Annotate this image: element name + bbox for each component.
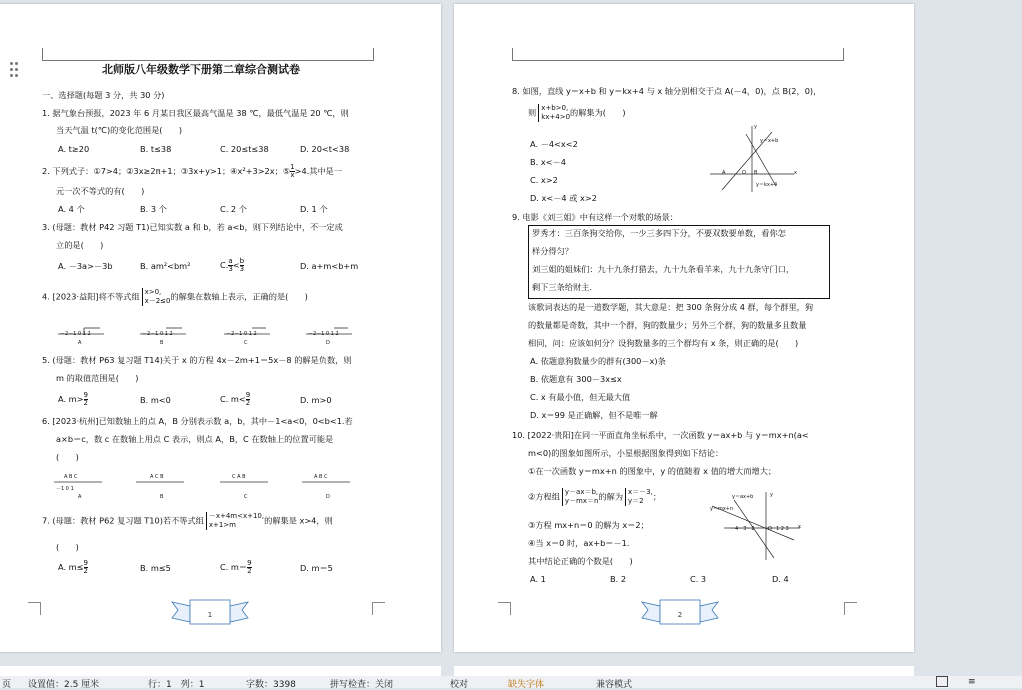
corner-mark (28, 602, 41, 615)
q3-option-d: D. a+m<b+m (300, 261, 359, 271)
page-header-line (512, 48, 844, 61)
q5-option-c: C. m< $\frac{9}{2}$ (220, 391, 251, 407)
q10-option-d: D. 4 (772, 574, 789, 584)
q6-points-a: A B C (64, 474, 78, 480)
status-bar (0, 676, 1022, 688)
q4-label-a: A (78, 340, 82, 346)
question-2-line2: 元一次不等式的有( ) (56, 186, 145, 196)
document-page-2 (454, 4, 914, 652)
q8-option-c: C. x>2 (530, 175, 558, 185)
next-page-preview (454, 666, 914, 676)
question-10-line2: m<0)的图象如图所示，小星根据图象得到如下结论： (528, 448, 724, 458)
question-5-line2: m 的取值范围是( ) (56, 373, 139, 383)
q4-label-b: B (160, 340, 164, 346)
question-9-body3: 相同，问：应该如何分？设狗数量多的三个群均有 x 条，则正确的是( ) (528, 338, 799, 348)
q10-graph-x: x (798, 524, 801, 530)
q1-option-c: C. 20≤t≤38 (220, 144, 269, 154)
q4-label-d: D (326, 340, 330, 346)
numline-ticks: －2－1 0 1 2 (60, 331, 91, 337)
status-proofread[interactable]: 校对 (450, 680, 469, 690)
q8-graph-o: O (742, 170, 746, 176)
q3-option-c: C. $\frac{a}{3}$ < $\frac{b}{3}$ (220, 257, 245, 273)
q7-option-c: C. m＝ $\frac{9}{2}$ (220, 559, 252, 575)
question-6-line2: a×b＝c，数 c 在数轴上用点 C 表示，则点 A，B，C 在数轴上的位置可能是 (56, 434, 334, 444)
q6-label-d: D (326, 494, 330, 500)
drag-handle-icon[interactable] (10, 62, 20, 78)
q5-option-d: D. m>0 (300, 395, 332, 405)
question-3-line2: 立的是( ) (56, 240, 104, 250)
q6-label-a: A (78, 494, 82, 500)
q5-option-a: A. m> $\frac{9}{2}$ (58, 391, 88, 407)
page-number: 2 (677, 611, 683, 619)
question-8-line1: 8. 如图，直线 y＝x+b 和 y＝kx+4 与 x 轴分别相交于点 A(－4，0)，点 B(2，0)， (512, 86, 822, 96)
q8-option-d: D. x<－4 或 x>2 (530, 193, 597, 203)
q6-label-b: B (160, 494, 164, 500)
status-spellcheck[interactable]: 拼写检查：关闭 (330, 680, 394, 690)
question-8-line2: 则 x+b>0, kx+4>0 的解集为( ) (528, 104, 626, 121)
document-page-1 (0, 4, 441, 652)
status-word-count[interactable]: 字数：3398 (246, 680, 296, 690)
q8-graph-line1: y＝x+b (760, 138, 779, 144)
question-2-line1: 2. 下列式子：①7>4；②3x≥2π+1；③3x+y>1；④x²+3>2x；⑤ $\frac{1}{x}$ >4.其中是一 (42, 163, 343, 179)
q8-graph-y: y (754, 124, 757, 130)
question-6-line1: 6. [2023·杭州]已知数轴上的点 A，B 分别表示数 a，b，其中－1<a<0，0<b<1.若 (42, 416, 353, 426)
q7-option-b: B. m≤5 (140, 563, 171, 573)
outline-view-icon[interactable]: ≡ (968, 677, 976, 687)
numline-ticks: －2－1 0 1 2 (308, 331, 339, 337)
q3-option-b: B. am²<bm² (140, 261, 191, 271)
question-3-line1: 3. (母题：教材 P42 习题 T1)已知实数 a 和 b，若 a<b，则下列结论中，不一定成 (42, 222, 343, 232)
page-title: 北师版八年级数学下册第二章综合测试卷 (102, 63, 300, 76)
status-position[interactable]: 行：1 列：1 (148, 680, 205, 690)
q2-option-a: A. 4 个 (58, 204, 85, 214)
next-page-preview (0, 666, 441, 676)
q10-option-a: A. 1 (530, 574, 546, 584)
question-1-line1: 1. 据气象台预报，2023 年 6 月某日我区最高气温是 38 ℃，最低气温是 20 ℃，则 (42, 108, 349, 118)
question-10-line4: ②方程组 y－ax＝b, y－mx＝n 的解为 x＝－3, y＝2 ； (528, 488, 662, 505)
q9-option-b: B. 依题意有 300－3x≤x (530, 374, 622, 384)
numline-ticks: －2－1 0 1 2 (142, 331, 173, 337)
q8-graph-x: x (794, 170, 797, 176)
question-7-line2: ( ) (56, 542, 79, 552)
q6-label-c: C (244, 494, 248, 500)
q8-graph-a: A (722, 170, 726, 176)
section-heading: 一、选择题(每题 3 分，共 30 分) (42, 90, 165, 100)
q2-option-b: B. 3 个 (140, 204, 167, 214)
question-9-line1: 9. 电影《刘三姐》中有这样一个对歌的场景： (512, 212, 678, 222)
lyrics-line4: 剩下三条给财主. (532, 282, 592, 292)
numline-ticks: －2－1 0 1 2 (226, 331, 257, 337)
q10-graph-xticks-neg: －4－3－2 (730, 526, 755, 532)
q9-option-a: A. 依题意狗数量少的群有(300－x)条 (530, 356, 666, 366)
lyrics-line3: 刘三姐的姐妹们：九十九条打猎去，九十九条看羊来，九十九条守门口， (532, 264, 795, 274)
question-10-line6: ④当 x＝0 时，ax+b＝－1. (528, 538, 630, 548)
q8-option-b: B. x<－4 (530, 157, 566, 167)
status-setting[interactable]: 设置值：2.5 厘米 (28, 680, 100, 690)
status-page[interactable]: 页 (2, 680, 12, 690)
page-number: 1 (207, 611, 213, 619)
fraction: $\frac{1}{x}$ (290, 163, 295, 179)
question-5-line1: 5. (母题：教材 P63 复习题 T14)关于 x 的方程 4x－2m+1＝5x－8 的解是负数，则 (42, 355, 352, 365)
q9-option-d: D. x＝99 是正确解，但不是唯一解 (530, 410, 658, 420)
q1-option-a: A. t≥20 (58, 144, 90, 154)
question-10-line3: ①在一次函数 y＝mx+n 的图象中，y 的值随着 x 值的增大而增大； (528, 466, 777, 476)
page-header-line (42, 48, 374, 61)
q10-option-b: B. 2 (610, 574, 627, 584)
q8-graph (706, 122, 798, 194)
q7-option-d: D. m＝5 (300, 563, 333, 573)
q8-option-a: A. －4<x<2 (530, 139, 578, 149)
q2-option-d: D. 1 个 (300, 204, 328, 214)
q10-graph-y: y (770, 492, 773, 498)
question-10-line5: ③方程 mx+n＝0 的解为 x＝2； (528, 520, 649, 530)
lyrics-line2: 样分得匀？ (532, 246, 573, 256)
q1-option-d: D. 20<t<38 (300, 144, 350, 154)
q6-points-d: A B C (314, 474, 328, 480)
corner-mark (498, 602, 511, 615)
q9-option-c: C. x 有最小值，但无最大值 (530, 392, 631, 402)
page-view-icon[interactable] (936, 676, 948, 687)
corner-mark (844, 602, 857, 615)
status-compat-mode[interactable]: 兼容模式 (596, 680, 633, 690)
q6-points-b: A C B (150, 474, 164, 480)
q6-ticks: －1 0 1 (56, 486, 74, 492)
corner-mark (372, 602, 385, 615)
q2-option-c: C. 2 个 (220, 204, 247, 214)
q6-number-lines (52, 470, 352, 486)
question-6-line3: ( ) (56, 452, 79, 462)
q10-graph-line1: y＝ax+b (732, 494, 754, 500)
q10-graph-xticks-pos: 1 2 3 (776, 526, 789, 532)
q7-option-a: A. m≤ $\frac{9}{2}$ (58, 559, 88, 575)
question-9-body2: 的数量都是奇数，其中一个群，狗的数量少；另外三个群，狗的数量多且数量 (528, 320, 807, 330)
lyrics-line1: 罗秀才：三百条狗交给你，一少三多四下分，不要双数要单数，看你怎 (532, 228, 786, 238)
q4-label-c: C (244, 340, 248, 346)
q1-option-b: B. t≤38 (140, 144, 172, 154)
status-missing-font[interactable]: 缺失字体 (508, 680, 545, 690)
q10-graph-o: O (768, 526, 772, 532)
question-10-line1: 10. [2022·贵阳]在同一平面直角坐标系中，一次函数 y＝ax+b 与 y＝mx+n(a< (512, 430, 809, 440)
question-1-line2: 当天气温 t(℃)的变化范围是( ) (56, 125, 183, 135)
q6-points-c: C A B (232, 474, 246, 480)
question-7-line1: 7. (母题：教材 P62 复习题 T10)若不等式组 －x+4m<x+10, x+1>m 的解集是 x>4，则 (42, 512, 333, 529)
question-9-body1: 该歌词表达的是一道数学题，其大意是：把 300 条狗分成 4 群，每个群里，狗 (528, 302, 814, 312)
q8-graph-line2: y＝kx+4 (756, 182, 778, 188)
q10-option-c: C. 3 (690, 574, 707, 584)
question-10-line7: 其中结论正确的个数是( ) (528, 556, 633, 566)
q8-graph-b: B (754, 170, 758, 176)
q3-option-a: A. －3a>－3b (58, 261, 113, 271)
question-4-line1: 4. [2023·益阳]将不等式组 x>0, x－2≤0 的解集在数轴上表示，正确的是( ) (42, 288, 308, 305)
q10-graph-line2: y＝mx+n (710, 506, 734, 512)
q5-option-b: B. m<0 (140, 395, 171, 405)
